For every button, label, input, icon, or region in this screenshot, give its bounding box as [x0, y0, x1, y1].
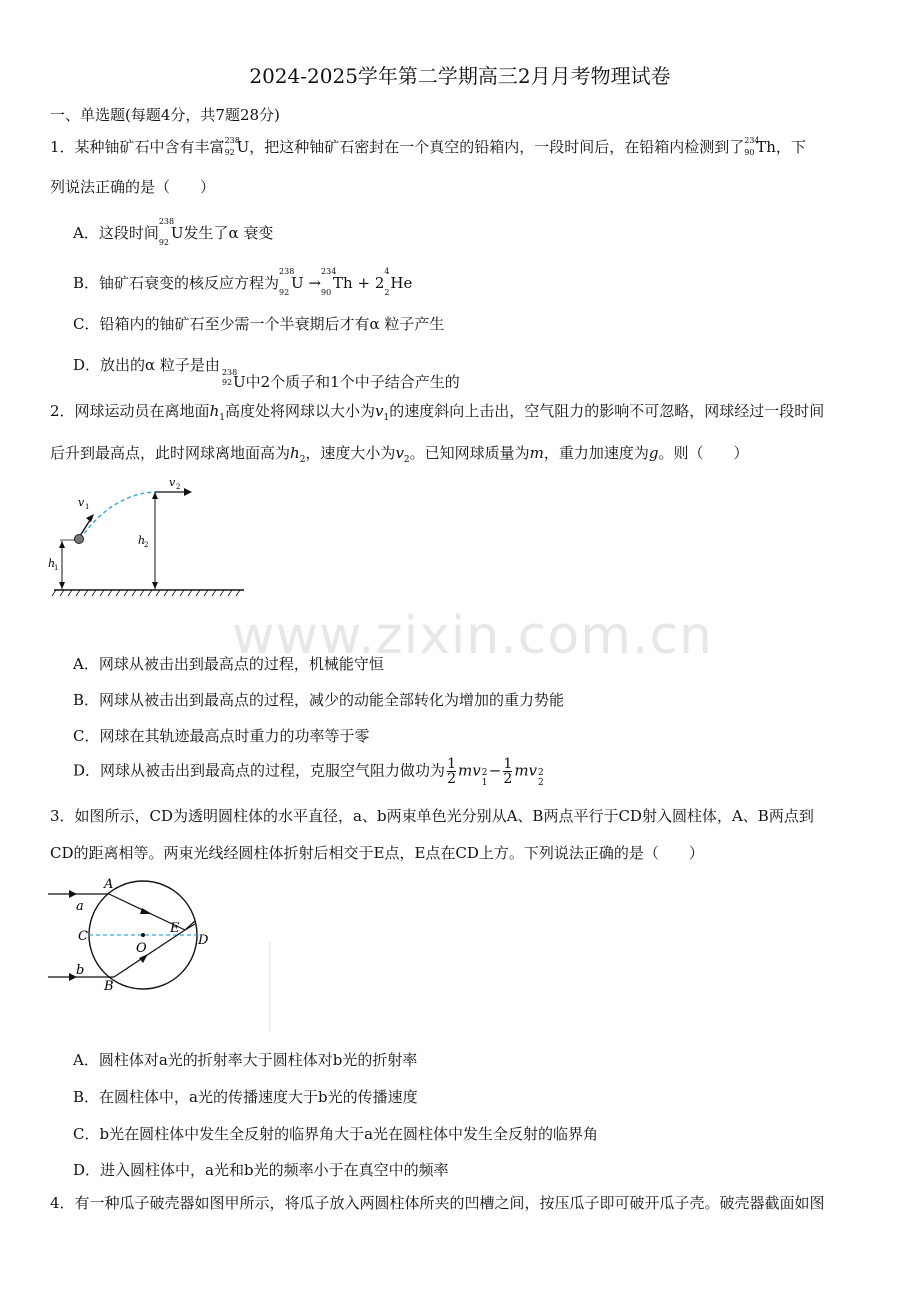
- svg-text:D: D: [198, 933, 209, 948]
- tennis-trajectory-figure: [42, 472, 252, 598]
- cylinder-refraction-figure: [42, 874, 282, 1034]
- svg-text:B: B: [104, 979, 114, 994]
- question-number: 2．: [50, 402, 75, 420]
- svg-text:v: v: [169, 476, 176, 489]
- svg-text:h: h: [138, 534, 146, 547]
- ball: [75, 535, 84, 544]
- thorium-nuclide: 234 90 Th: [321, 267, 353, 297]
- one-half-fraction: $\frac{1}{2}$: [503, 756, 513, 787]
- option-2d[interactable]: D．网球从被击出到最高点的过程，克服空气阻力做功为 $\frac{1}{2}$ mv 2 1 − $\frac{1}{2}$ mv 2 2: [73, 756, 544, 788]
- option-1d[interactable]: D．放出的α 粒子是由 238 92: [73, 356, 238, 387]
- ground-hatching: [52, 590, 240, 596]
- option-2c[interactable]: C．网球在其轨迹最高点时重力的功率等于零: [73, 727, 370, 745]
- question-2: 2．网球运动员在离地面$h_1$高度处将网球以大小为$v_1$的速度斜向上击出，空气阻力的影响不可忽略，网球经过一段时间: [50, 402, 825, 423]
- uranium-nuclide: 238 92 U: [279, 267, 304, 297]
- ray-b-refracted: [114, 930, 185, 977]
- svg-text:a: a: [76, 899, 84, 914]
- svg-text:v: v: [78, 496, 85, 509]
- arrow-symbol: →: [308, 274, 322, 292]
- svg-text:h: h: [48, 557, 56, 570]
- question-number: 3．: [50, 807, 75, 825]
- svg-text:O: O: [136, 941, 147, 956]
- svg-text:1: 1: [54, 564, 59, 572]
- option-1c[interactable]: C．铅箱内的铀矿石至少需一个半衰期后才有α 粒子产生: [73, 315, 445, 333]
- svg-text:E: E: [170, 921, 180, 936]
- center-o: [141, 933, 145, 937]
- svg-text:b: b: [76, 963, 85, 978]
- uranium-nuclide: 238 92 U: [224, 136, 250, 157]
- svg-text:1: 1: [85, 503, 90, 511]
- option-3c[interactable]: C．b光在圆柱体中发生全反射的临界角大于a光在圆柱体中发生全反射的临界角: [73, 1125, 599, 1143]
- question-number: 1．: [50, 138, 75, 156]
- one-half-fraction: $\frac{1}{2}$: [447, 756, 456, 787]
- question-4: 4．有一种瓜子破壳器如图甲所示，将瓜子放入两圆柱体所夹的凹槽之间，按压瓜子即可破开瓜子壳。破壳器截面如图: [50, 1194, 825, 1212]
- page-title: 2024-2025学年第二学期高三2月月考物理试卷: [249, 64, 671, 88]
- option-1d-line2: U中2个质子和1个中子结合产生的: [233, 373, 460, 391]
- thorium-nuclide: 234 90 Th: [744, 136, 776, 157]
- option-2a[interactable]: A．网球从被击出到最高点的过程，机械能守恒: [73, 655, 384, 673]
- section-heading: 一、单选题(每题4分，共7题28分): [50, 106, 280, 124]
- question-3-line2: CD的距离相等。两束光线经圆柱体折射后相交于E点，E点在CD上方。下列说法正确的是（ ）: [50, 844, 704, 862]
- question-1: 1．某种铀矿石中含有丰富 238 92 U，把这种铀矿石密封在一个真空的铅箱内，一段时间后，在铅箱内检测到了 234 90 Th，下: [50, 136, 806, 157]
- svg-text:A: A: [104, 877, 114, 892]
- option-3d[interactable]: D．进入圆柱体中，a光和b光的频率小于在真空中的频率: [73, 1161, 449, 1179]
- question-1-line2: 列说法正确的是（ ）: [50, 178, 216, 196]
- svg-text:2: 2: [176, 483, 181, 491]
- question-number: 4．: [50, 1194, 75, 1212]
- option-1b[interactable]: B．铀矿石衰变的核反应方程为 238 92 U → 234 90 Th + 2 4 2 He: [73, 267, 413, 297]
- option-3b[interactable]: B．在圆柱体中，a光的传播速度大于b光的传播速度: [73, 1088, 418, 1106]
- svg-text:2: 2: [144, 541, 149, 549]
- watermark: www.zixin.com.cn: [232, 606, 713, 666]
- question-2-line2: 后升到最高点，此时网球离地面高为$h_2$，速度大小为$v_2$。已知网球质量为m，重力加速度为g。则（ ）: [50, 444, 749, 465]
- uranium-nuclide: 238 92 U: [158, 217, 184, 247]
- option-1a[interactable]: A．这段时间 238 92 U发生了α 衰变: [73, 217, 274, 247]
- option-2b[interactable]: B．网球从被击出到最高点的过程，减少的动能全部转化为增加的重力势能: [73, 691, 565, 709]
- question-3: 3．如图所示，CD为透明圆柱体的水平直径，a、b两束单色光分别从A、B两点平行于CD射入圆柱体，A、B两点到: [50, 807, 814, 825]
- svg-text:C: C: [78, 929, 88, 944]
- option-3a[interactable]: A．圆柱体对a光的折射率大于圆柱体对b光的折射率: [73, 1051, 418, 1069]
- helium-nuclide: 4 2 He: [384, 267, 413, 297]
